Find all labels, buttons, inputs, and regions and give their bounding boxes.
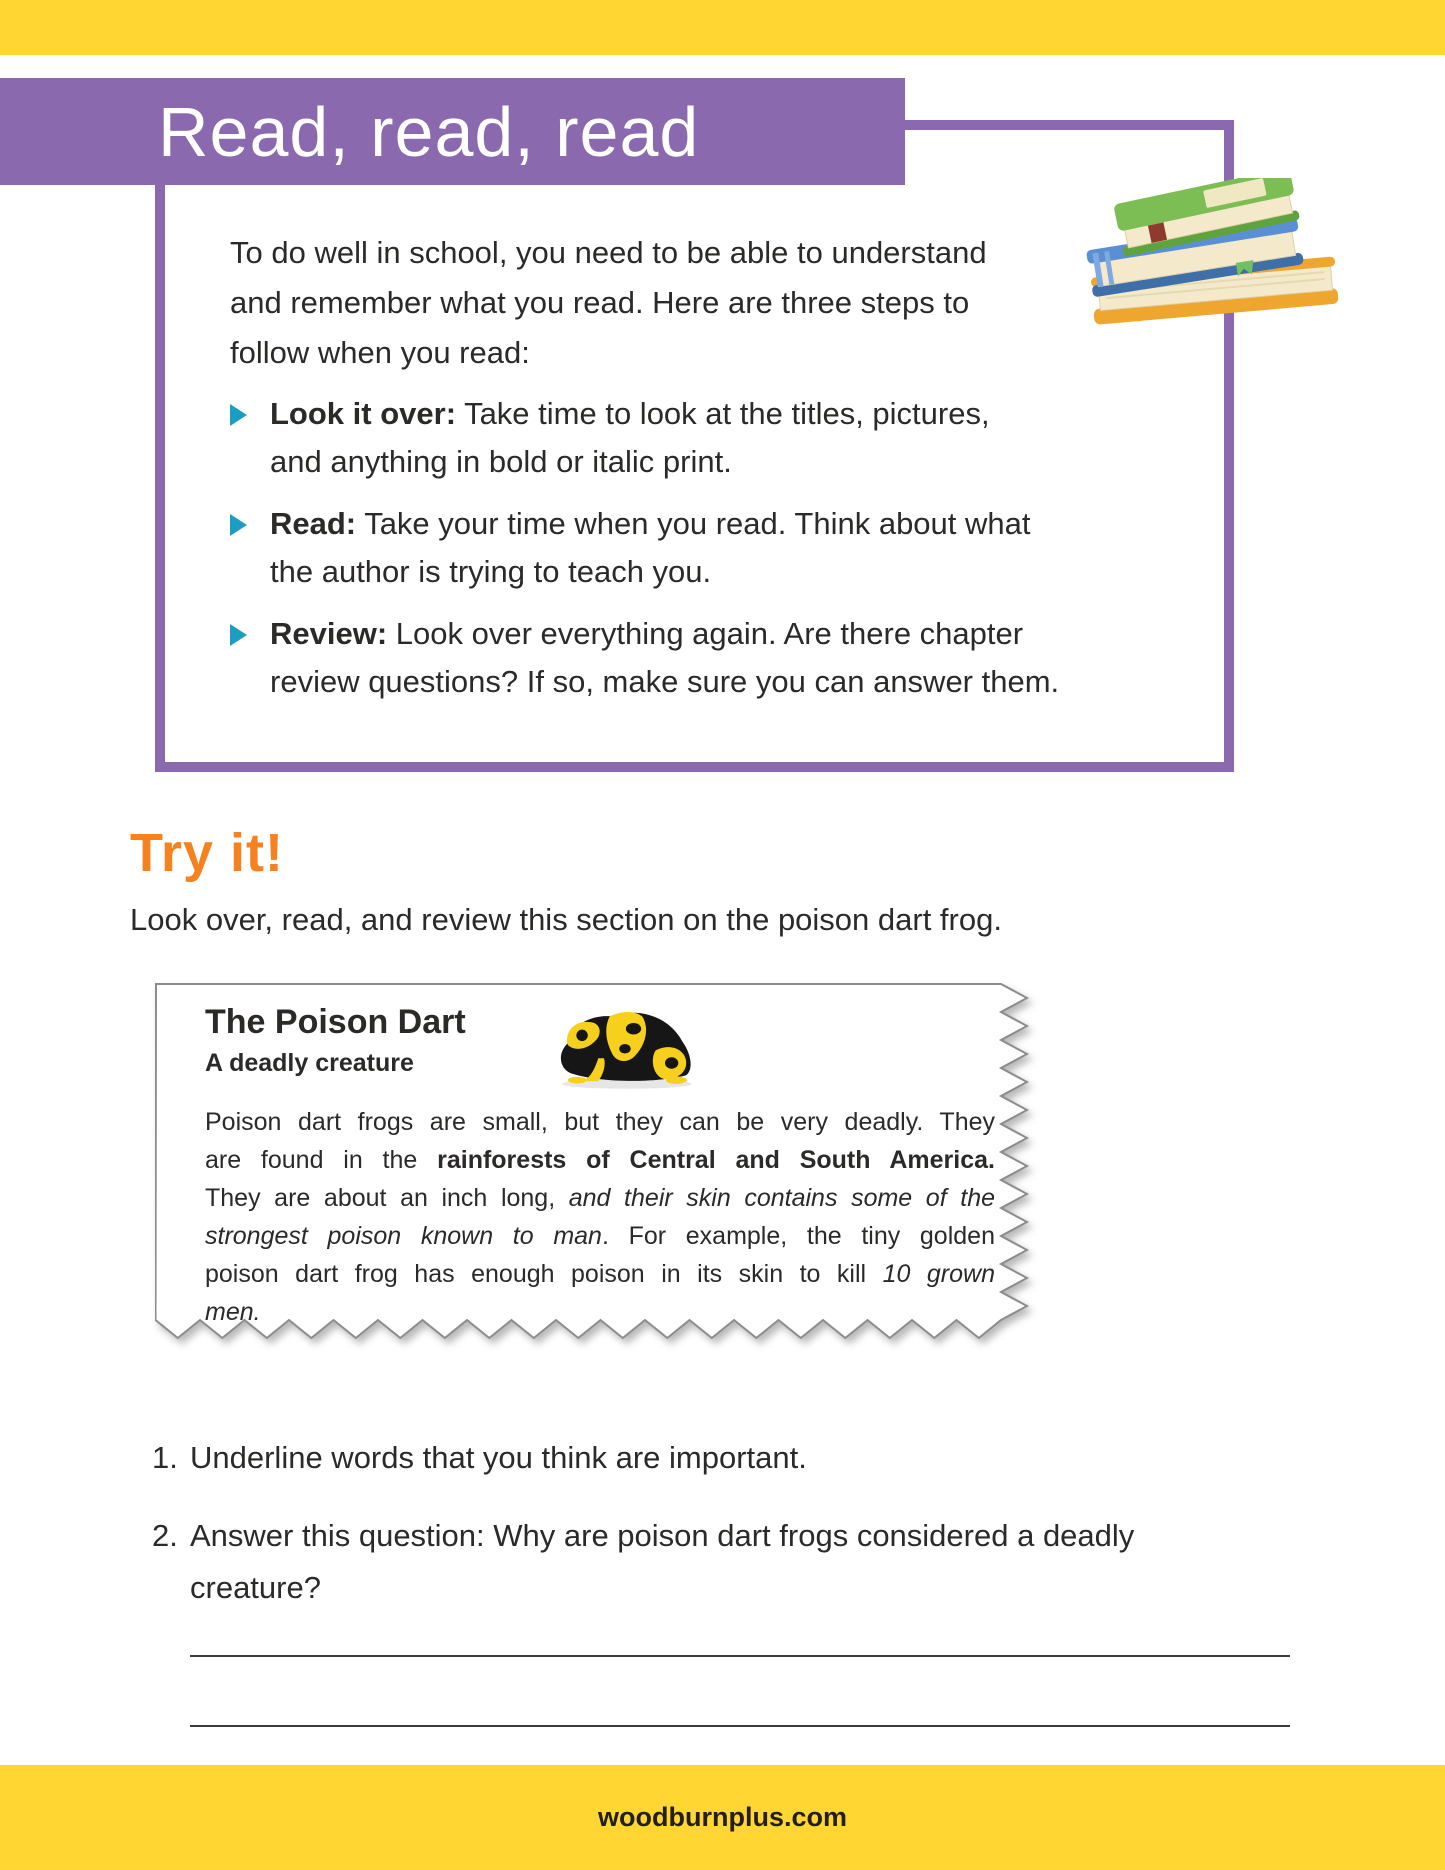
footer-site-text: woodburnplus.com [598,1802,847,1832]
passage-line: strongest poison known to man. For example, the tiny golden [205,1222,995,1250]
step-text: Look over everything again. Are there chapter [387,616,1024,651]
poison-dart-frog-illustration [543,995,705,1091]
triangle-bullet-icon [230,404,247,426]
books-stack-illustration [1085,178,1350,336]
footer-band [0,1765,1445,1870]
step-line [270,610,1059,658]
answer-line-2[interactable] [190,1725,1290,1727]
passage-title: The Poison Dart [205,1003,466,1041]
question-text: Underline words that you think are important. [190,1440,807,1475]
passage-line: are found in the rainforests of Central and South America. [205,1146,995,1174]
page-title: Read, read, read [158,92,700,171]
question-1 [152,1432,807,1484]
step-lead: Review: [270,616,388,651]
passage-body [205,1103,995,1331]
triangle-bullet-icon [230,514,247,536]
try-it-heading: Try it! [130,823,285,883]
top-yellow-band [0,0,1445,55]
answer-line-1[interactable] [190,1655,1290,1657]
intro-line: follow when you read: [230,335,530,370]
try-it-instruction: Look over, read, and review this section on the poison dart frog. [130,902,1002,937]
reading-steps-list [230,390,1059,720]
step-lead: Look it over: [270,396,457,431]
question-line: creature? [190,1570,321,1605]
step-line: review questions? If so, make sure you can answer them. [270,664,1060,699]
intro-line: To do well in school, you need to be able to understand [230,235,987,270]
intro-line: and remember what you read. Here are three steps to [230,285,970,320]
step-line [270,390,1059,438]
step-review [230,610,1059,706]
question-number: 1. [152,1440,178,1475]
question-line [152,1510,1134,1562]
step-read [230,500,1059,596]
step-line [270,500,1059,548]
frog-passage-card [155,983,1055,1375]
question-text: Answer this question: Why are poison dart frogs considered a deadly [190,1518,1135,1553]
passage-line: poison dart frog has enough poison in its skin to kill 10 grown [205,1260,995,1288]
intro-paragraph [230,228,987,378]
page-header-band [0,78,905,185]
step-line: and anything in bold or italic print. [270,444,732,479]
step-text: Take time to look at the titles, pictures, [456,396,990,431]
question-2 [152,1510,1134,1614]
passage-line: men. [205,1298,261,1326]
step-text: Take your time when you read. Think about what [356,506,1031,541]
question-number: 2. [152,1518,178,1553]
step-lead: Read: [270,506,357,541]
passage-line: Poison dart frogs are small, but they can be very deadly. They [205,1108,995,1136]
step-line: the author is trying to teach you. [270,554,712,589]
passage-line: They are about an inch long, and their skin contains some of the [205,1184,996,1212]
passage-subtitle: A deadly creature [205,1049,414,1077]
triangle-bullet-icon [230,624,247,646]
step-look-it-over [230,390,1059,486]
